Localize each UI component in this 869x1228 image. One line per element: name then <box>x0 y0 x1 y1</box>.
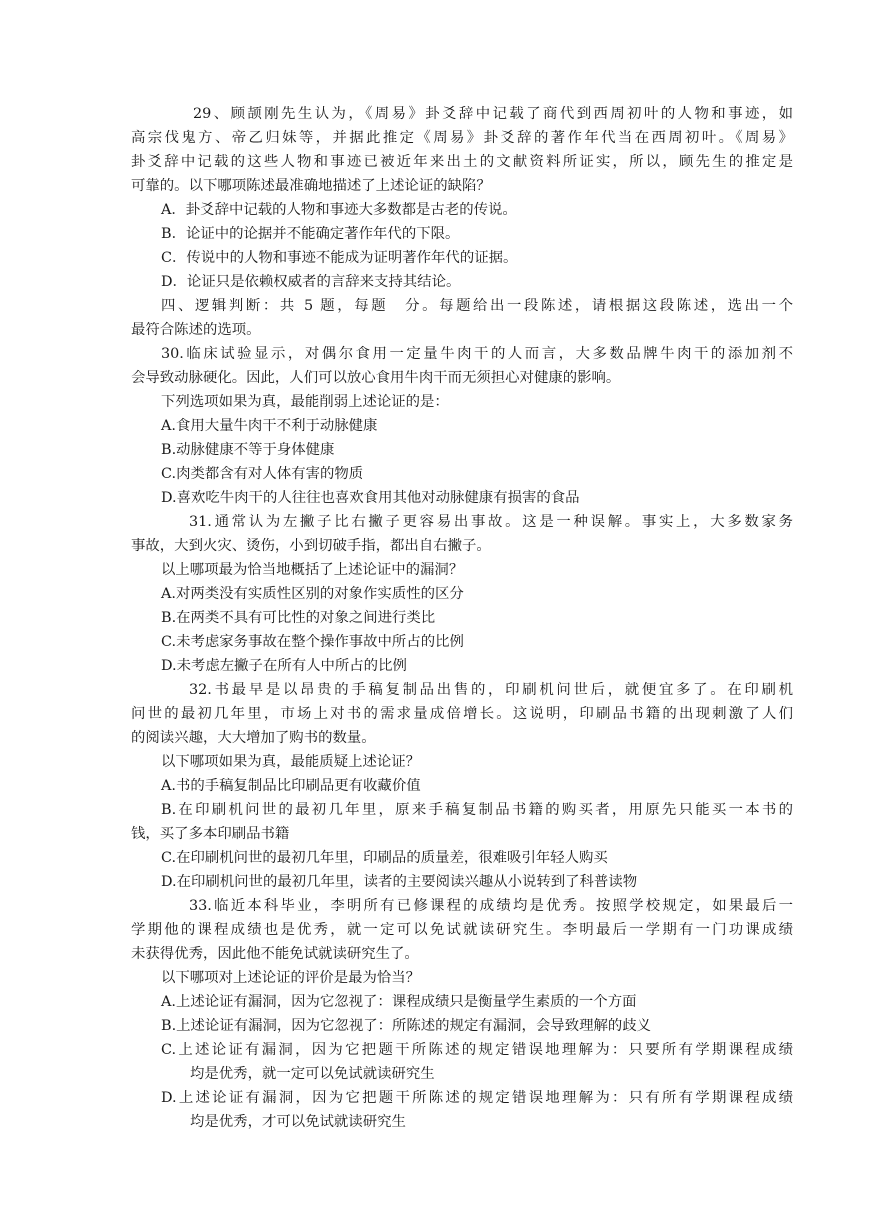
q29-stem-line-2: 高宗伐鬼方、帝乙归妹等，并据此推定《周易》卦爻辞的著作年代当在西周初叶。《周易》 <box>131 130 793 146</box>
q32-option-b-cont: 钱，买了多本印刷品书籍 <box>131 826 290 842</box>
q33-stem-line-2: 学期他的课程成绩也是优秀，就一定可以免试就读研究生。李明最后一学期有一门功课成绩 <box>131 922 793 938</box>
q29-option-b: B．论证中的论据并不能确定著作年代的下限。 <box>161 226 460 242</box>
q32-option-b: B.在印刷机问世的最初几年里，原来手稿复制品书籍的购买者，用原先只能买一本书的 <box>161 802 793 818</box>
q32-option-d: D.在印刷机问世的最初几年里，读者的主要阅读兴趣从小说转到了科普读物 <box>161 874 638 890</box>
q30-option-c: C.肉类都含有对人体有害的物质 <box>161 466 364 482</box>
q32-stem-line-2: 问世的最初几年里，市场上对书的需求量成倍增长。这说明，印刷品书籍的出现刺激了人们 <box>131 706 793 722</box>
q33-option-c-cont: 均是优秀，就一定可以免试就读研究生 <box>190 1066 435 1082</box>
q32-option-a: A.书的手稿复制品比印刷品更有收藏价值 <box>161 778 421 794</box>
q29-stem-line-1: 29、顾颉刚先生认为，《周易》卦爻辞中记载了商代到西周初叶的人物和事迹，如 <box>193 106 793 122</box>
q33-stem-line-1: 33.临近本科毕业，李明所有已修课程的成绩均是优秀。按照学校规定，如果最后一 <box>189 898 793 914</box>
q29-stem-line-3: 卦爻辞中记载的这些人物和事迹已被近年来出土的文献资料所证实，所以，顾先生的推定是 <box>131 154 793 170</box>
q31-option-d: D.未考虑左撇子在所有人中所占的比例 <box>161 658 407 674</box>
q30-option-d: D.喜欢吃牛肉干的人往往也喜欢食用其他对动脉健康有损害的食品 <box>161 490 580 506</box>
q31-stem-line-1: 31.通常认为左撇子比右撇子更容易出事故。这是一种误解。事实上，大多数家务 <box>189 514 793 530</box>
q29-option-a: A．卦爻辞中记载的人物和事迹大多数都是古老的传说。 <box>161 202 517 218</box>
q31-stem-line-2: 事故，大到火灾、烫伤，小到切破手指，都出自右撇子。 <box>131 538 491 554</box>
q30-question: 下列选项如果为真，最能削弱上述论证的是： <box>161 394 449 410</box>
q31-option-c: C.未考虑家务事故在整个操作事故中所占的比例 <box>161 634 464 650</box>
section4-header-line-1: 四、逻辑判断：共 5 题，每题 分。每题给出一段陈述，请根据这段陈述，选出一个 <box>161 298 793 314</box>
q30-option-b: B.动脉健康不等于身体健康 <box>161 442 335 458</box>
q29-option-c: C．传说中的人物和事迹不能成为证明著作年代的证据。 <box>161 250 518 266</box>
q33-option-d-cont: 均是优秀，才可以免试就读研究生 <box>190 1114 406 1130</box>
q29-stem-line-4: 可靠的。以下哪项陈述最准确地描述了上述论证的缺陷？ <box>131 178 491 194</box>
q33-stem-line-3: 未获得优秀，因此他不能免试就读研究生了。 <box>131 946 419 962</box>
q32-stem-line-1: 32.书最早是以昂贵的手稿复制品出售的，印刷机问世后，就便宜多了。在印刷机 <box>189 682 793 698</box>
q30-stem-line-1: 30.临床试验显示，对偶尔食用一定量牛肉干的人而言，大多数品牌牛肉干的添加剂不 <box>161 346 793 362</box>
q31-question: 以上哪项最为恰当地概括了上述论证中的漏洞？ <box>161 562 464 578</box>
q29-option-d: D．论证只是依赖权威者的言辞来支持其结论。 <box>161 274 461 290</box>
q33-option-d: D.上述论证有漏洞，因为它把题干所陈述的规定错误地理解为：只有所有学期课程成绩 <box>161 1090 793 1106</box>
q33-option-a: A.上述论证有漏洞，因为它忽视了：课程成绩只是衡量学生素质的一个方面 <box>161 994 637 1010</box>
q33-option-c: C.上述论证有漏洞，因为它把题干所陈述的规定错误地理解为：只要所有学期课程成绩 <box>161 1042 793 1058</box>
q32-stem-line-3: 的阅读兴趣，大大增加了购书的数量。 <box>131 730 376 746</box>
q33-option-b: B.上述论证有漏洞，因为它忽视了：所陈述的规定有漏洞，会导致理解的歧义 <box>161 1018 652 1034</box>
q30-option-a: A.食用大量牛肉干不利于动脉健康 <box>161 418 378 434</box>
q33-question: 以下哪项对上述论证的评价是最为恰当？ <box>161 970 421 986</box>
q32-option-c: C.在印刷机问世的最初几年里，印刷品的质量差，很难吸引年轻人购买 <box>161 850 608 866</box>
q32-question: 以下哪项如果为真，最能质疑上述论证？ <box>161 754 421 770</box>
q30-stem-line-2: 会导致动脉硬化。因此，人们可以放心食用牛肉干而无须担心对健康的影响。 <box>131 370 621 386</box>
section4-header-line-2: 最符合陈述的选项。 <box>131 322 261 338</box>
q31-option-b: B.在两类不具有可比性的对象之间进行类比 <box>161 610 436 626</box>
q31-option-a: A.对两类没有实质性区别的对象作实质性的区分 <box>161 586 464 602</box>
